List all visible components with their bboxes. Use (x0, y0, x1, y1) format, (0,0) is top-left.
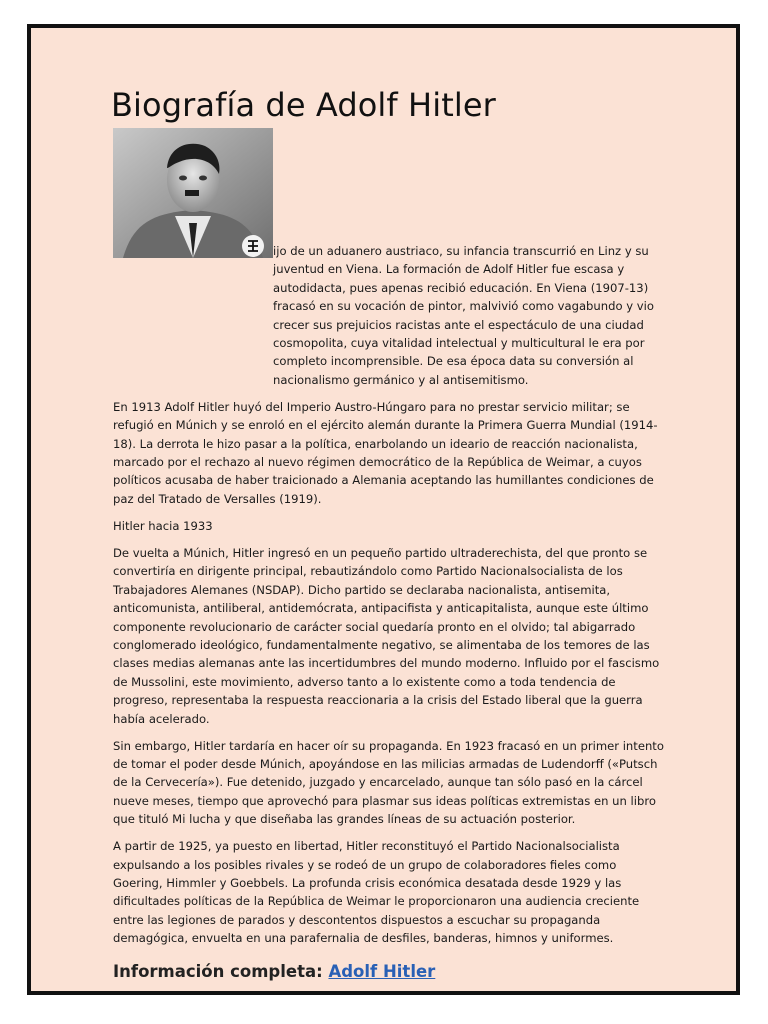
page-title: Biografía de Adolf Hitler (111, 86, 496, 124)
adolf-hitler-link[interactable]: Adolf Hitler (328, 962, 436, 981)
portrait-image (113, 128, 273, 258)
article-body (113, 242, 667, 956)
paragraph: En 1913 Adolf Hitler huyó del Imperio Austro-Húngaro para no prestar servicio militar; se refugió en Múnich y se enroló en el ejército alemán durante la Primera Guerra Mundial (1914-18). La derrota le hizo pasar a la política, enarbolando un ideario de reacción nacionalista, marcado por el rechazo al nuevo régimen democrático de la República de Weimar, a cuyos políticos acusaba de haber traicionado a Alemania aceptando las humillantes condiciones de paz del Tratado de Versalles (1919). (113, 399, 658, 506)
footer-more-info (113, 962, 435, 981)
document-page (27, 24, 740, 995)
footer-label: Información completa: (113, 962, 323, 981)
paragraph: Sin embargo, Hitler tardaría en hacer oír su propaganda. En 1923 fracasó en un primer intento de tomar el poder desde Múnich, apoyándose en las milicias armadas de Ludendorff («Putsch de la Cervecería»). Fue detenido, juzgado y encarcelado, aunque tan sólo pasó en la cárcel nueve meses, tiempo que aprovechó para plasmar sus ideas políticas extremistas en un libro que tituló Mi lucha y que diseñaba las grandes líneas de su actuación posterior. (113, 738, 664, 827)
image-caption: Hitler hacia 1933 (113, 518, 213, 533)
portrait-photo (113, 128, 273, 258)
paragraph: ijo de un aduanero austriaco, su infancia transcurrió en Linz y su juventud en Viena. La formación de Adolf Hitler fue escasa y autodidacta, pues apenas recibió educación. En Viena (1907-13) fracasó en su vocación de pintor, malvivió como vagabundo y vio crecer sus prejuicios racistas ante el espectáculo de una ciudad cosmopolita, cuya vitalidad intelectual y multicultural le era por completo incomprensible. De esa época data su conversión al nacionalismo germánico y al antisemitismo. (273, 244, 654, 387)
paragraph: De vuelta a Múnich, Hitler ingresó en un pequeño partido ultraderechista, del que pronto se convertiría en dirigente principal, rebautizándolo como Partido Nacionalsocialista de los Trabajadores Alemanes (NSDAP). Dicho partido se declaraba nacionalista, antisemita, anticomunista, antiliberal, antidemócrata, antipacifista y anticapitalista, aunque este último componente revolucionario de carácter social quedaría pronto en el olvido; tal abigarrado conglomerado ideológico, fundamentalmente negativo, se alimentaba de los temores de las clases medias alemanas ante las incertidumbres del mundo moderno. Influido por el fascismo de Mussolini, este movimiento, adverso tanto a lo existente como a toda tendencia de progreso, representaba la respuesta reaccionaria a la crisis del Estado liberal que la guerra había acelerado. (113, 545, 660, 726)
paragraph: A partir de 1925, ya puesto en libertad, Hitler reconstituyó el Partido Nacionalsocialista expulsando a los posibles rivales y se rodeó de un grupo de colaboradores fieles como Goering, Himmler y Goebbels. La profunda crisis económica desatada desde 1929 y las dificultades políticas de la República de Weimar le proporcionaron una audiencia creciente entre las legiones de parados y descontentos dispuestos a escuchar su propaganda demagógica, envuelta en una parafernalia de desfiles, banderas, himnos y uniformes. (113, 839, 640, 946)
